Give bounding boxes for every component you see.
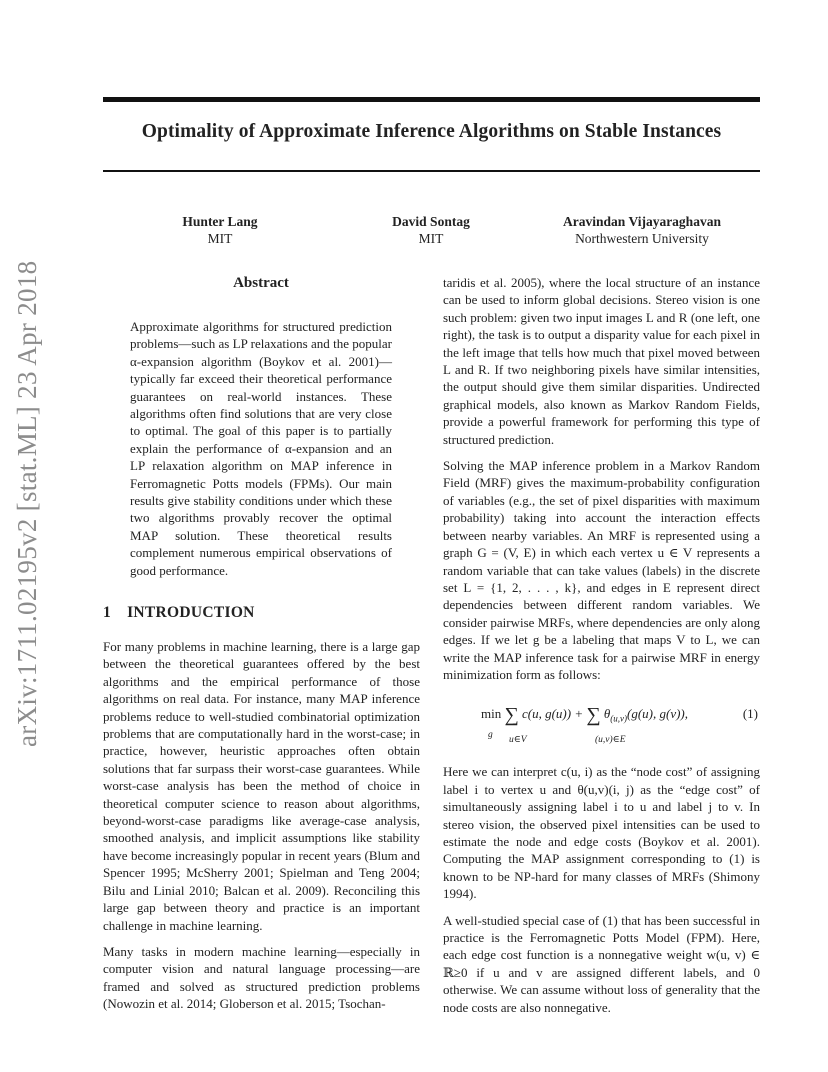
arxiv-stamp: arXiv:1711.02195v2 [stat.ML] 23 Apr 2018 [12, 260, 42, 747]
abstract-text: Approximate algorithms for structured prediction problems—such as LP relaxations and the popular α-expansion algorithm (Boykov et al. 2001)—typically far exceed their theoretical performance guarantees on real-world instances. These algorithms often find solutions that are very close to optimal. The goal of this paper is to partially explain the performance of α-expansion and an LP relaxation algorithm on MAP inference in Ferromagnetic Potts models (FPMs). Our main results give stability conditions under which these two algorithms provably recover the optimal MAP solution. These theoretical results complement numerous empirical observations of good performance. [130, 319, 392, 578]
author-block [532, 213, 752, 247]
author-block [150, 213, 290, 247]
right-column [443, 274, 760, 1025]
paragraph: For many problems in machine learning, there is a large gap between the theoretical guarantees offered by the best algorithms and the empirical performance of those algorithms on real data. For instance, many MAP inference problems reduce to well-studied combinatorial optimization problems that are computationally hard in the worst-case; in practice, however, heuristic approaches often obtain solutions that far surpass their worst-case guarantees. While worst-case analysis has been the method of choice in theoretical computer science to reason about algorithms, beyond-worst-case paradigms like average-case analysis, smoothed analysis, and implicit assumptions like stability have become increasingly popular in recent years (Blum and Spencer 1995; McSherry 2001; Spielman and Teng 2004; Bilu and Linial 2010; Balcan et al. 2009). Reconciling this large gap between theory and practice is an important challenge in machine learning. [103, 639, 420, 933]
paragraph: Many tasks in modern machine learning—especially in computer vision and natural language processing—are framed and solved as structured prediction problems (Nowozin et al. 2014; Globerson et al. 2015; Tsochan- [103, 943, 420, 1012]
paragraph: taridis et al. 2005), where the local structure of an instance can be used to inform global decisions. Stereo vision is one such problem: given two input images L and R (one left, one right), the task is to output a disparity value for each pixel in the left image that tells how much that pixel moved between L and R. If two neighboring pixels have similar intensities, the output should give them similar disparities. Undirected graphical models, also known as Markov Random Fields, provide a powerful framework for performing this type of structured prediction. [443, 275, 760, 447]
section-number: 1 [103, 604, 112, 621]
paragraph: Here we can interpret c(u, i) as the “node cost” of assigning label i to vertex u and θ(u,v)(i, j) as the “edge cost” of simultaneously assigning label i to u and label j to v. In stereo vision, the observed pixel intensities can be used to estimate the node and edge costs (Boykov et al. 2001). Computing the MAP assignment corresponding to (1) is known to be NP-hard for many classes of MRFs (Shimony 1994). [443, 764, 760, 902]
equation-1: min ∑ c(u, g(u)) + ∑ $\theta_{(u,v)}(g(u)$, g(v)), g u∈V (u,v)∈E (1) [481, 704, 758, 746]
section-heading [103, 604, 255, 622]
paragraph: Solving the MAP inference problem in a Markov Random Field (MRF) gives the maximum-probability configuration of variables (e.g., the set of pixel disparities with maximum probability) taking into account the interaction effects between nearby variables. An MRF is represented using a graph G = (V, E) in which each vertex u ∈ V represents a random variable that can take values (labels) in the discrete set L = {1, 2, . . . , k}, and edges in E represent direct dependencies between different random variables. We consider pairwise MRFs, where dependencies are only along edges. If we let g be a labeling that maps V to L, we can write the MAP inference task for a pairwise MRF in energy minimization form as follows: [443, 458, 760, 682]
author-name: David Sontag [392, 214, 470, 229]
author-affiliation: MIT [418, 231, 444, 246]
equation-body: min ∑ c(u, g(u)) + ∑ $\theta_{(u,v)}(g(u)$, g(v)), [481, 704, 689, 727]
left-column [103, 638, 420, 1022]
author-affiliation: MIT [207, 231, 233, 246]
equation-number: (1) [742, 706, 758, 722]
paper-title: Optimality of Approximate Inference Algorithms on Stable Instances [141, 121, 722, 142]
author-affiliation: Northwestern University [575, 231, 709, 246]
paragraph: A well-studied special case of (1) that has been successful in practice is the Ferromagnetic Potts Model (FPM). Here, each edge cost function is a nonnegative weight w(u, v) ∈ ℝ≥0 if u and v are assigned different labels, and 0 otherwise. We can assume without loss of generality that the node costs are also nonnegative. [443, 912, 760, 1015]
author-block [361, 213, 501, 247]
title-rule-bottom [103, 170, 760, 172]
title-rule-top [103, 97, 760, 102]
author-name: Aravindan Vijayaraghavan [563, 214, 721, 229]
section-title: INTRODUCTION [127, 604, 255, 621]
abstract-heading: Abstract [233, 275, 289, 291]
author-name: Hunter Lang [182, 214, 258, 229]
